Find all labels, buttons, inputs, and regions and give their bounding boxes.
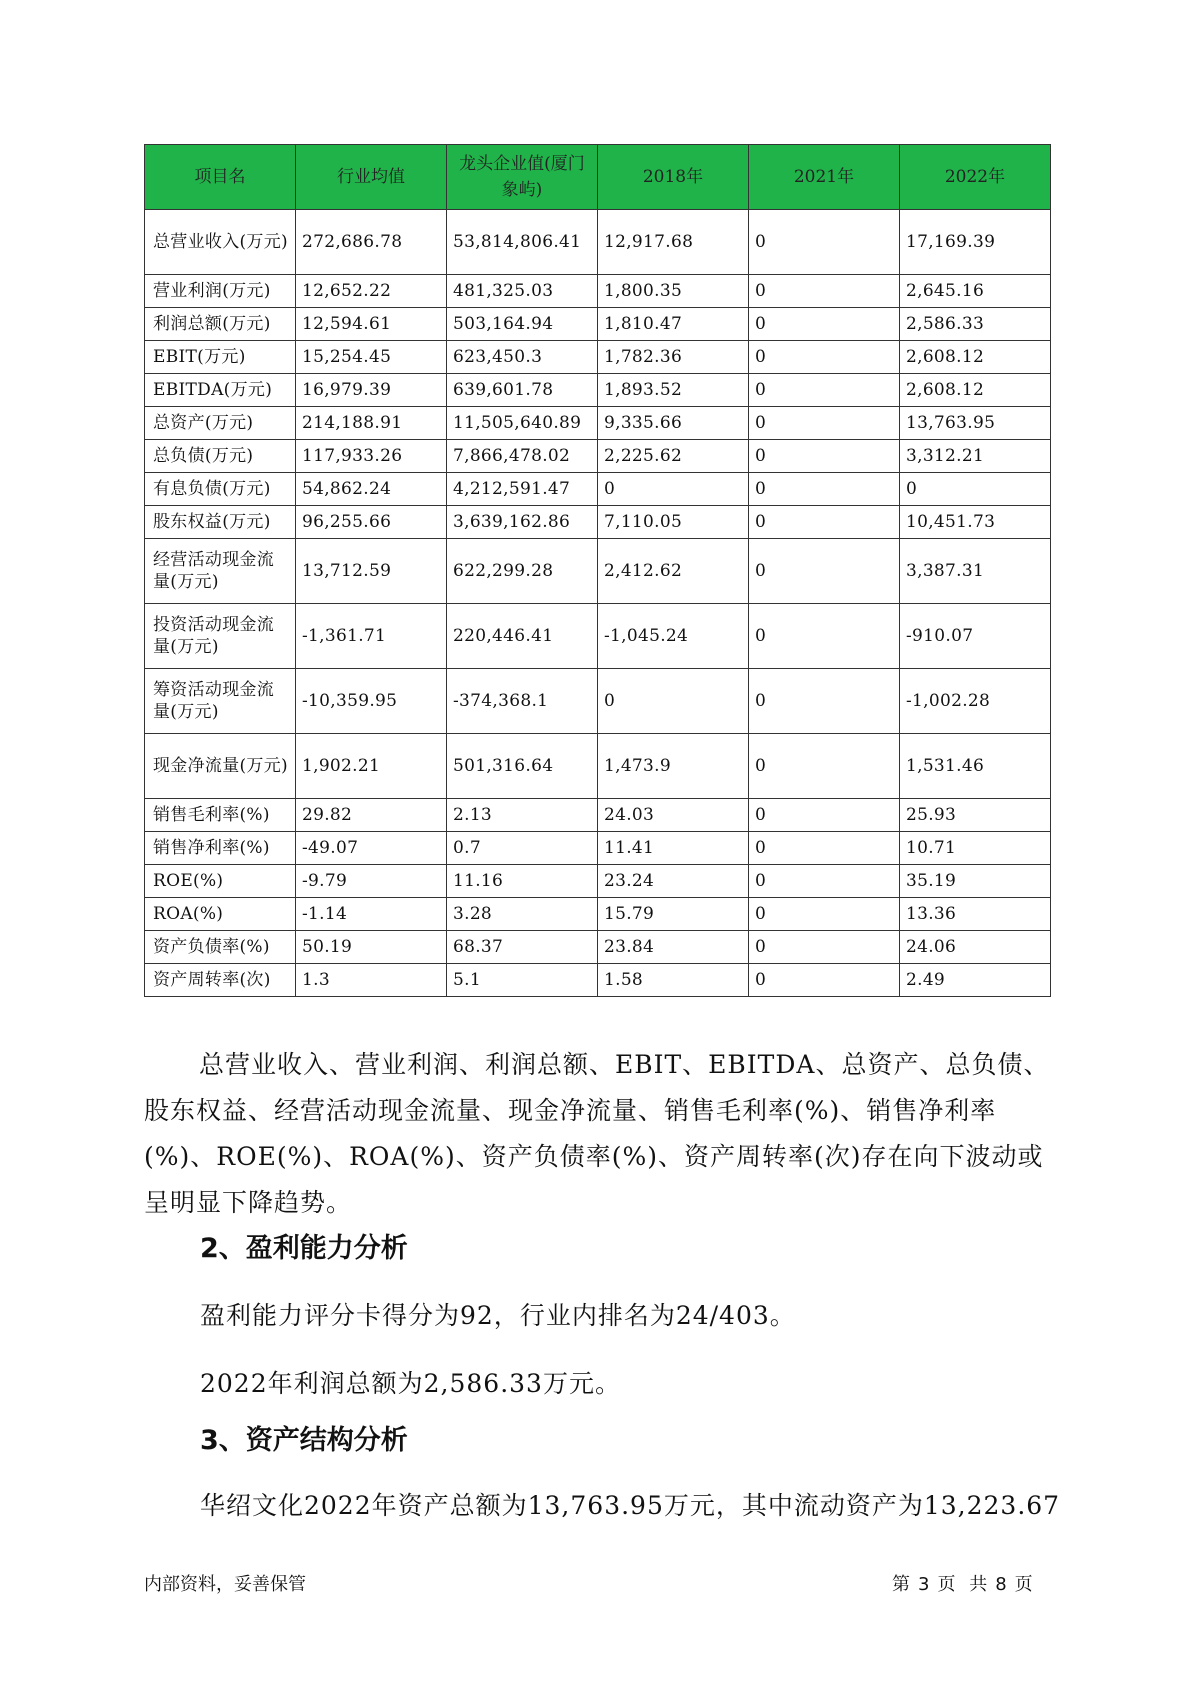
header-2022: 2022年	[900, 145, 1051, 210]
table-cell: 2,225.62	[598, 440, 749, 473]
row-label: 销售净利率(%)	[145, 832, 296, 865]
table-cell: 12,594.61	[296, 308, 447, 341]
table-cell: 23.84	[598, 931, 749, 964]
row-label: 资产周转率(次)	[145, 964, 296, 997]
table-cell: 0	[598, 669, 749, 734]
table-row	[145, 275, 1051, 308]
table-cell: -910.07	[900, 604, 1051, 669]
table-row	[145, 539, 1051, 604]
table-cell: 5.1	[447, 964, 598, 997]
table-cell: 3,312.21	[900, 440, 1051, 473]
table-cell: 9,335.66	[598, 407, 749, 440]
row-label: 经营活动现金流量(万元)	[145, 539, 296, 604]
table-row	[145, 506, 1051, 539]
header-leader-value: 龙头企业值(厦门象屿)	[447, 145, 598, 210]
table-cell: -1,045.24	[598, 604, 749, 669]
table-row	[145, 865, 1051, 898]
row-label: 营业利润(万元)	[145, 275, 296, 308]
row-label: 资产负债率(%)	[145, 931, 296, 964]
table-row	[145, 407, 1051, 440]
row-label: 现金净流量(万元)	[145, 734, 296, 799]
table-cell: 0	[749, 931, 900, 964]
table-cell: 12,652.22	[296, 275, 447, 308]
table-cell: 214,188.91	[296, 407, 447, 440]
table-cell: 0	[900, 473, 1051, 506]
table-cell: 0	[749, 210, 900, 275]
footer-confidential-note: 内部资料，妥善保管	[144, 1574, 306, 1595]
table-cell: 1.3	[296, 964, 447, 997]
page-mid: 页	[937, 1574, 956, 1595]
table-cell: 0	[749, 539, 900, 604]
table-row	[145, 832, 1051, 865]
row-label: 总资产(万元)	[145, 407, 296, 440]
table-cell: 272,686.78	[296, 210, 447, 275]
table-cell: 13,712.59	[296, 539, 447, 604]
table-cell: 1,810.47	[598, 308, 749, 341]
row-label: 总营业收入(万元)	[145, 210, 296, 275]
table-cell: 17,169.39	[900, 210, 1051, 275]
table-cell: 1,473.9	[598, 734, 749, 799]
table-row	[145, 931, 1051, 964]
table-cell: 220,446.41	[447, 604, 598, 669]
table-cell: 15.79	[598, 898, 749, 931]
table-cell: 24.06	[900, 931, 1051, 964]
financial-table	[144, 144, 1051, 997]
table-cell: 2.49	[900, 964, 1051, 997]
table-row	[145, 604, 1051, 669]
table-cell: 10,451.73	[900, 506, 1051, 539]
table-cell: 16,979.39	[296, 374, 447, 407]
table-header-row	[145, 145, 1051, 210]
table-cell: 481,325.03	[447, 275, 598, 308]
table-cell: 2,608.12	[900, 341, 1051, 374]
table-cell: -49.07	[296, 832, 447, 865]
table-row	[145, 210, 1051, 275]
table-cell: 25.93	[900, 799, 1051, 832]
table-cell: 13.36	[900, 898, 1051, 931]
row-label: 筹资活动现金流量(万元)	[145, 669, 296, 734]
profitability-score-text: 盈利能力评分卡得分为92，行业内排名为24/403。	[200, 1301, 796, 1330]
footer-page-number	[888, 1570, 1037, 1596]
row-label: 有息负债(万元)	[145, 473, 296, 506]
table-cell: 11.16	[447, 865, 598, 898]
page-prefix: 第	[892, 1574, 910, 1595]
total-suffix: 页	[1014, 1574, 1033, 1595]
table-cell: 0	[749, 374, 900, 407]
page-current: 3	[918, 1574, 930, 1595]
table-cell: 53,814,806.41	[447, 210, 598, 275]
page-total: 8	[995, 1574, 1007, 1595]
table-cell: 11,505,640.89	[447, 407, 598, 440]
table-cell: 7,110.05	[598, 506, 749, 539]
table-cell: 3,387.31	[900, 539, 1051, 604]
table-cell: 29.82	[296, 799, 447, 832]
table-cell: 0	[749, 799, 900, 832]
table-cell: 0	[749, 865, 900, 898]
header-2021: 2021年	[749, 145, 900, 210]
table-cell: -1,002.28	[900, 669, 1051, 734]
table-cell: 117,933.26	[296, 440, 447, 473]
table-cell: 13,763.95	[900, 407, 1051, 440]
row-label: 投资活动现金流量(万元)	[145, 604, 296, 669]
table-cell: 12,917.68	[598, 210, 749, 275]
table-cell: 7,866,478.02	[447, 440, 598, 473]
summary-paragraph: 总营业收入、营业利润、利润总额、EBIT、EBITDA、总资产、总负债、股东权益、经营活动现金流量、现金净流量、销售毛利率(%)、销售净利率(%)、ROE(%)、ROA(%)、资产负债率(%)、资产周转率(次)存在向下波动或呈明显下降趋势。	[144, 1050, 1050, 1217]
table-cell: 0	[749, 341, 900, 374]
table-cell: 1,782.36	[598, 341, 749, 374]
table-cell: 0	[749, 506, 900, 539]
table-cell: 1,531.46	[900, 734, 1051, 799]
table-cell: 622,299.28	[447, 539, 598, 604]
table-cell: 2,586.33	[900, 308, 1051, 341]
table-cell: 4,212,591.47	[447, 473, 598, 506]
table-cell: 54,862.24	[296, 473, 447, 506]
table-cell: -1,361.71	[296, 604, 447, 669]
row-label: 股东权益(万元)	[145, 506, 296, 539]
table-cell: 2,412.62	[598, 539, 749, 604]
asset-structure-text: 华绍文化2022年资产总额为13,763.95万元，其中流动资产为13,223.67	[200, 1491, 1061, 1520]
header-industry-avg: 行业均值	[296, 145, 447, 210]
table-cell: 50.19	[296, 931, 447, 964]
table-cell: 639,601.78	[447, 374, 598, 407]
table-cell: 0	[749, 898, 900, 931]
table-cell: 1,902.21	[296, 734, 447, 799]
table-cell: -1.14	[296, 898, 447, 931]
table-cell: 2,608.12	[900, 374, 1051, 407]
table-cell: -374,368.1	[447, 669, 598, 734]
table-cell: 23.24	[598, 865, 749, 898]
table-cell: 501,316.64	[447, 734, 598, 799]
table-cell: 10.71	[900, 832, 1051, 865]
section-heading-asset-structure: 3、资产结构分析	[200, 1425, 408, 1456]
table-cell: 0	[749, 832, 900, 865]
table-row	[145, 799, 1051, 832]
table-row	[145, 669, 1051, 734]
table-cell: 0	[749, 407, 900, 440]
row-label: 销售毛利率(%)	[145, 799, 296, 832]
table-cell: -10,359.95	[296, 669, 447, 734]
table-cell: 1.58	[598, 964, 749, 997]
table-row	[145, 440, 1051, 473]
table-cell: 623,450.3	[447, 341, 598, 374]
header-item-name: 项目名	[145, 145, 296, 210]
table-cell: 35.19	[900, 865, 1051, 898]
row-label: EBIT(万元)	[145, 341, 296, 374]
table-row	[145, 898, 1051, 931]
table-row	[145, 734, 1051, 799]
table-cell: 0	[749, 308, 900, 341]
header-2018: 2018年	[598, 145, 749, 210]
table-cell: 1,800.35	[598, 275, 749, 308]
table-row	[145, 374, 1051, 407]
table-cell: 3.28	[447, 898, 598, 931]
table-cell: 0	[749, 604, 900, 669]
table-row	[145, 341, 1051, 374]
table-row	[145, 473, 1051, 506]
table-cell: 24.03	[598, 799, 749, 832]
table-cell: 15,254.45	[296, 341, 447, 374]
table-cell: 0	[598, 473, 749, 506]
profit-total-text: 2022年利润总额为2,586.33万元。	[200, 1369, 621, 1398]
table-row	[145, 964, 1051, 997]
table-cell: 0	[749, 440, 900, 473]
table-cell: 68.37	[447, 931, 598, 964]
total-prefix: 共	[969, 1574, 988, 1595]
table-cell: 96,255.66	[296, 506, 447, 539]
row-label: ROA(%)	[145, 898, 296, 931]
table-cell: -9.79	[296, 865, 447, 898]
table-row	[145, 308, 1051, 341]
table-cell: 0	[749, 734, 900, 799]
table-cell: 11.41	[598, 832, 749, 865]
table-cell: 3,639,162.86	[447, 506, 598, 539]
row-label: ROE(%)	[145, 865, 296, 898]
section-heading-profitability: 2、盈利能力分析	[200, 1233, 408, 1264]
row-label: 总负债(万元)	[145, 440, 296, 473]
table-cell: 2,645.16	[900, 275, 1051, 308]
table-cell: 1,893.52	[598, 374, 749, 407]
table-cell: 0	[749, 669, 900, 734]
table-cell: 2.13	[447, 799, 598, 832]
table-body	[145, 210, 1051, 997]
table-cell: 0.7	[447, 832, 598, 865]
row-label: 利润总额(万元)	[145, 308, 296, 341]
table-cell: 0	[749, 473, 900, 506]
table-cell: 0	[749, 964, 900, 997]
row-label: EBITDA(万元)	[145, 374, 296, 407]
table-cell: 0	[749, 275, 900, 308]
table-cell: 503,164.94	[447, 308, 598, 341]
